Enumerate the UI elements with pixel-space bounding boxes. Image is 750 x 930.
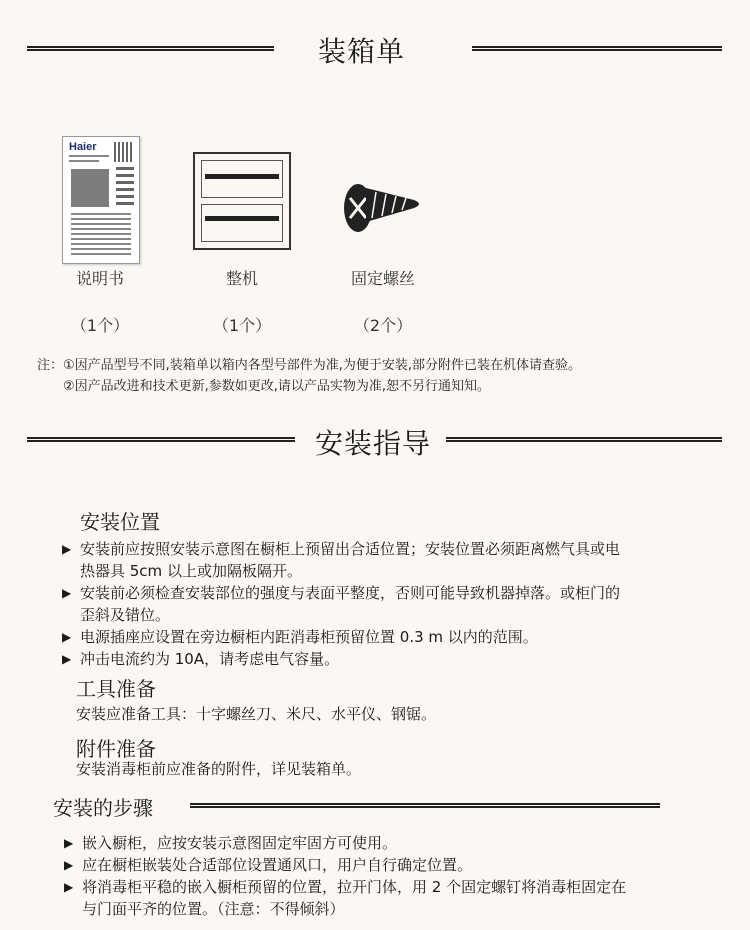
list-item: ▶ 应在橱柜嵌装处合适部位设置通风口，用户自行确定位置。 — [64, 856, 473, 874]
item-qty-cabinet: （1个） — [212, 316, 272, 335]
list-item: ▶ 嵌入橱柜，应按安装示意图固定牢固方可使用。 — [64, 834, 398, 852]
guide-title-rule-left — [27, 437, 295, 442]
packing-title: 装箱单 — [318, 35, 406, 68]
arrow-icon: ▶ — [62, 542, 72, 556]
list-item: ▶ 将消毒柜平稳的嵌入橱柜预留的位置，拉开门体，用 2 个固定螺钉将消毒柜固定在 与门面平齐的位置。（注意：不得倾斜） — [64, 878, 627, 918]
list-item: ▶ 电源插座应设置在旁边橱柜内距消毒柜预留位置 0.3 m 以内的范围。 — [62, 628, 538, 646]
manual-brand-logo: Haier — [69, 141, 97, 153]
list-item: ▶ 冲击电流约为 10A，请考虑电气容量。 — [62, 650, 340, 668]
tools-text: 安装应准备工具：十字螺丝刀、米尺、水平仪、钢锯。 — [76, 705, 437, 723]
list-item: ▶ 安装前应按照安装示意图在橱柜上预留出合适位置；安装位置必须距离燃气具或电 热器具 5cm 以上或加隔板隔开。 — [62, 540, 621, 580]
position-heading: 安装位置 — [80, 510, 160, 534]
arrow-icon: ▶ — [64, 858, 74, 872]
tools-heading: 工具准备 — [76, 677, 156, 701]
qr-code — [114, 142, 134, 162]
packing-title-rule-right — [472, 46, 722, 51]
steps-list — [64, 832, 704, 920]
packing-note-2: ②因产品改进和技术更新,参数如更改,请以产品实物为准,恕不另行通知知。 — [63, 379, 491, 394]
manual-icon — [62, 136, 140, 264]
item-label-screw: 固定螺丝 — [350, 269, 415, 288]
arrow-icon: ▶ — [62, 586, 72, 600]
cabinet-icon — [193, 152, 291, 250]
steps-heading-rule — [190, 803, 660, 808]
item-label-cabinet: 整机 — [225, 269, 258, 288]
arrow-icon: ▶ — [64, 880, 74, 894]
item-label-manual: 说明书 — [75, 269, 124, 288]
arrow-icon: ▶ — [64, 836, 74, 850]
accessories-text: 安装消毒柜前应准备的附件，详见装箱单。 — [76, 760, 362, 778]
accessories-heading: 附件准备 — [76, 737, 156, 761]
steps-heading: 安装的步骤 — [53, 796, 153, 820]
arrow-icon: ▶ — [62, 630, 72, 644]
position-list — [62, 538, 702, 670]
guide-title-rule-right — [446, 437, 722, 442]
guide-title: 安装指导 — [315, 427, 432, 460]
screw-icon — [336, 178, 426, 238]
item-qty-screw: （2个） — [353, 316, 413, 335]
arrow-icon: ▶ — [62, 652, 72, 666]
item-qty-manual: （1个） — [70, 316, 130, 335]
list-item: ▶ 安装前必须检查安装部位的强度与表面平整度，否则可能导致机器掉落。或柜门的 歪斜及错位。 — [62, 584, 621, 624]
packing-note-1: 注：①因产品型号不同,装箱单以箱内各型号部件为准,为便于安装,部分附件已装在机体请查验。 — [37, 358, 582, 373]
packing-title-rule-left — [27, 46, 274, 51]
